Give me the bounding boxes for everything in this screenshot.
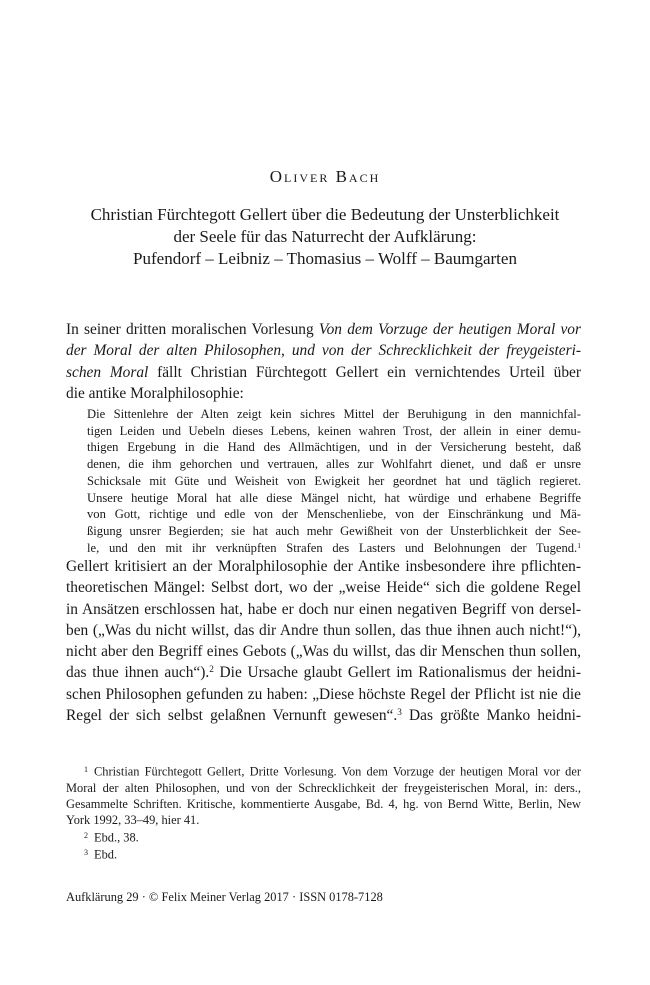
footnote-1 (66, 762, 581, 780)
quote-line (87, 540, 581, 557)
text-span: Regel der sich selbst gelaßnen Vernunft gewesen“. (66, 707, 398, 725)
quote-line: ßigung unsrer Begierden; sie hat auch mehr Gewißheit von der Unsterblichkeit der See- (87, 523, 581, 538)
text-line (66, 319, 581, 340)
lecture-title-italic: schen Moral (66, 363, 149, 381)
text-line (66, 705, 581, 726)
text-line: theoretischen Mängel: Selbst dort, wo der „weise Heide“ sich die goldene Regel (66, 579, 581, 597)
footnote-line: Moral der alten Philosophen, und von der Schrecklichkeit der freygeisterischen Moral, in: ders., (66, 780, 581, 795)
text-span: Ebd. (94, 847, 118, 862)
text-line (66, 662, 581, 683)
text-span: Das größte Manko heidni- (401, 707, 581, 725)
footnote-ref[interactable]: 2 (209, 664, 214, 675)
lecture-title-italic: der Moral der alten Philosophen, und von der Schrecklichkeit der freygeisteri- (66, 342, 581, 360)
text-span: In seiner dritten moralischen Vorlesung (66, 321, 319, 338)
text-span: Die Ursache glaubt Gellert im Rationalismus der heidni- (213, 664, 581, 682)
article-title (0, 204, 650, 270)
journal-footer: Aufklärung 29 · © Felix Meiner Verlag 2017 · ISSN 0178-7128 (66, 890, 383, 904)
text-line (66, 362, 581, 383)
text-line: Gellert kritisiert an der Moralphilosophie der Antike insbesondere ihre pflichten- (66, 558, 581, 575)
footnote-line: York 1992, 33–49, hier 41. (66, 812, 200, 827)
title-line: Pufendorf – Leibniz – Thomasius – Wolff – Baumgarten (133, 249, 517, 268)
paragraph-critique (66, 556, 581, 726)
text-span: fällt Christian Fürchtegott Gellert ein vernichtendes Urteil über (148, 363, 581, 381)
quote-line: Schicksale mit Güte und Weisheit von Ewigkeit her geordnet hat und täglich regieret. (87, 473, 581, 488)
footnote-marker: 3 (84, 848, 89, 858)
text-span: Christian Fürchtegott Gellert, Dritte Vorlesung. Von dem Vorzuge der heutigen Moral vor der (94, 764, 581, 779)
footnotes (66, 762, 581, 863)
footnote-line: Gesammelte Schriften. Kritische, kommentierte Ausgabe, Bd. 4, hg. von Bernd Witte, Berlin, New (66, 796, 581, 811)
quote-line: von Gott, richtige und edle von der Menschenliebe, von der Einschränkung und Mä- (87, 507, 581, 522)
quote-line: thigen Ergebung in die Hand des Allmächtigen, und in der Versicherung besteht, daß (87, 440, 581, 455)
text-line: in Ansätzen erschlossen hat, habe er doch nur einen negativen Begriff von dersel- (66, 600, 581, 618)
quote-line: denen, die ihm gehorchen und vertrauen, alles zur Wohlfahrt dienet, und daß er unsre (87, 457, 581, 472)
footnote-marker: 2 (84, 830, 89, 840)
text-span: le, und den mit ihr verknüpften Strafen des Lasters und Belohnungen der Tugend. (87, 540, 578, 555)
footnote-marker: 1 (84, 765, 89, 774)
quote-line: Unsere heutige Moral hat alle diese Mängel nicht, hat würdige und erhabene Begriffe (87, 490, 581, 505)
paragraph-intro (66, 319, 581, 404)
quote-line: Die Sittenlehre der Alten zeigt kein sichres Mittel der Beruhigung in den mannichfal- (87, 407, 581, 421)
lecture-title-italic: Von dem Vorzuge der heutigen Moral vor (318, 321, 581, 338)
footnote-ref[interactable]: 3 (397, 707, 402, 717)
text-line: ben („Was du nicht willst, das dir Andre thun sollen, das thue ihnen auch nicht!“), (66, 621, 581, 639)
footnote-2 (66, 828, 581, 846)
text-line: die antike Moralphilosophie: (66, 384, 244, 402)
title-line: Christian Fürchtegott Gellert über die Bedeutung der Unsterblichkeit (90, 205, 560, 224)
title-line: der Seele für das Naturrecht der Aufklärung: (173, 227, 477, 246)
quote-line: tigen Leiden und Uebeln dieses Lebens, keinen wahren Trost, der allein in einer demu- (87, 423, 581, 438)
author-name: Oliver Bach (269, 167, 381, 186)
text-line: schen Philosophen gefunden zu haben: „Diese höchste Regel der Pflicht ist nie die (66, 685, 581, 703)
text-line (66, 340, 581, 361)
text-span: das thue ihnen auch“). (66, 664, 210, 682)
footnote-ref[interactable]: 1 (577, 540, 581, 550)
text-line: nicht aber den Begriff eines Gebots („Was du willst, das dir Menschen thun sollen, (66, 643, 581, 661)
text-span: Ebd., 38. (94, 830, 139, 845)
footnote-3 (66, 845, 581, 863)
block-quote (87, 406, 581, 556)
